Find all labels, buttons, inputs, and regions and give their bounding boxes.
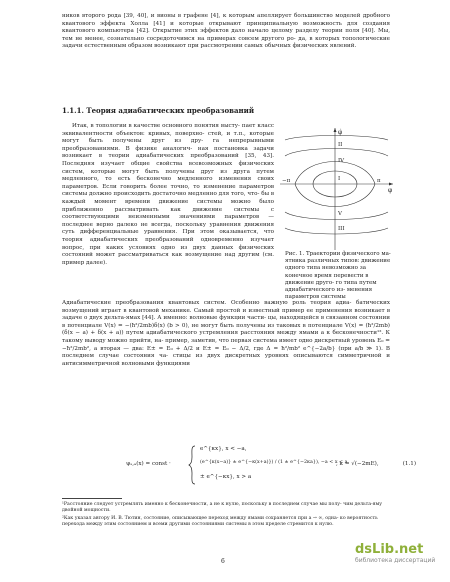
- formula-lhs: ψₛ,ₐ(x) = const ·: [126, 461, 171, 467]
- watermark-logo: dsLib.net: [355, 542, 424, 557]
- label-region-I: I: [338, 176, 341, 182]
- formula-case-1: e^{κx}, x < −a,: [200, 446, 247, 452]
- page-number: 6: [221, 558, 225, 565]
- label-minus-pi: −π: [282, 178, 291, 184]
- label-region-II: II: [338, 142, 343, 148]
- left-column-text: Итак, в топологии в качестве основного понятия высту- пает класс эквивалентности объектов: кривых, поверхно- стей, и т.п., которые могут быть получены друг из дру- га непрерывными преобразованиями. В физике аналогич- ная постановка задачи возникает в теории адиабатических преобразований [35, 43]. Последняя изучает общие свойства всевозможных физических систем, которые могут быть получены друг из друга путем медленного, то есть бесконечно медленного изменения своих параметров. Если говорить более точно, то изменение параметров системы должно происходить достаточно медленно для того, что- бы в каждый момент времени движение системы можно было приближенно рассматривать как движение системы с соответствующими неизменными значениями параметров — последнее верно далеко не всегда, поскольку уравнения движения суть дифференциальные уравнения. При этом оказывается, что теория адиабатических преобразований одновременно изучает вопрос, при каких условиях одно из двух данных физических состояний может рассматриваться как возмущение над другим (см. пример далее).: [62, 123, 274, 266]
- footnote-1: ¹Расстояние следует устремлять именно к бесконечности, а не к нулю, поскольку в последнем случае мы полу- чим дельта-яму двойной мощности.: [62, 502, 383, 514]
- formula-case-3: ± e^{−κx}, x > a: [200, 474, 252, 480]
- rotation-orbit-lower-1: [285, 212, 388, 220]
- rotation-orbit-lower-2: [285, 228, 388, 234]
- label-phi: φ: [388, 187, 393, 194]
- equation-number: (1.1): [402, 461, 416, 467]
- formula-case-2: (e^{κ(x−a)} ± e^{−κ(x+a)}) / (1 ± e^{−2κa}), −a < x < a: [200, 460, 348, 465]
- label-region-V: V: [338, 211, 342, 217]
- formula-brace: [188, 445, 196, 485]
- watermark: [355, 542, 450, 582]
- intro-text: ников второго рода [39, 40], и вионы в графене [4], к которым апеллирует большинство моделей дробного квантового эффекта Холла [41] и которые открывают принципиальную возможность для создания квантового компьютера [42]. Открытие этих эффектов дало начало целому разделу теории поля [40]. Мы, тем не менее, сознательно сосредоточимся на примерах совсем другого ро- да, в которых топологические задачи естественным образом возникают при рассмотрении самых обычных физических явлений.: [62, 13, 390, 50]
- rotation-orbit-upper-1: [285, 149, 388, 157]
- rotation-orbit-upper-2: [285, 136, 388, 141]
- watermark-subtitle: библиотека диссертаций: [355, 557, 436, 564]
- label-pi: π: [377, 178, 381, 184]
- intro-paragraph: [62, 13, 390, 51]
- quantum-section-paragraph: [62, 300, 390, 368]
- footnote-rule: [62, 498, 122, 499]
- pendulum-phase-figure: [280, 126, 395, 250]
- footnote-2: ²Как указал автору И. В. Тютин, состояние, описывающее переход между ямами сохраняется при a → ∞, одна- ко вероятность перехода между этим состоянием и всеми другими состояниями системы в этом пределе стремится к нулю.: [62, 516, 378, 528]
- label-region-IV: IV: [338, 158, 345, 164]
- section-title: 1.1.1. Теория адиабатических преобразований: [62, 106, 255, 115]
- y-axis-arrow: [334, 128, 337, 132]
- quantum-section-text: Адиабатические преобразования квантовых систем. Особенно важную роль теория адиа- батических возмущений играет в квантовой механике. Самый простой и известный пример ее применения возникает в задаче о двух дельта-ямах [44]. А именно: волновые функции части- цы, находящейся в связанном состоянии в потенциале V(x) = −(ħ²/2mb)δ(x) (b > 0), не могут быть получены из таковых в потенциале V(x) = (ħ²/2mb)(δ(x − a) + δ(x + a)) путем адиабатического устремления расстояния между ямами a к бесконечности¹². К такому выводу можно прийти, на- пример, заметив, что первая система имеет одно дискретный уровень E₀ = −ħ²/2mb², а вторая — два: E± = E₀ + Δ/2 и E± = E₀ − Δ/2, где Δ = ħ²/mb² e^{−2a/b} (при a/b ≫ 1). В последнем случае состояния ча- стицы из двух дискретных уровнях описываются симметричной и антисимметричной волновыми функциями: [62, 300, 390, 367]
- x-axis-arrow: [389, 183, 393, 186]
- figure-caption: Рис. 1. Траектории физического ма- ятника различных типов: движение одного типа невозможно за конечное время перевести в движение друго- го типа путем адиабатического из- менения параметров системы: [285, 251, 391, 301]
- formula-kappa: , κ = √(−2mE),: [336, 461, 379, 467]
- label-region-III: III: [338, 226, 345, 232]
- label-phi-dot: φ̇: [338, 129, 343, 136]
- left-column-paragraph: [62, 123, 274, 267]
- equation-1-1: [126, 443, 416, 489]
